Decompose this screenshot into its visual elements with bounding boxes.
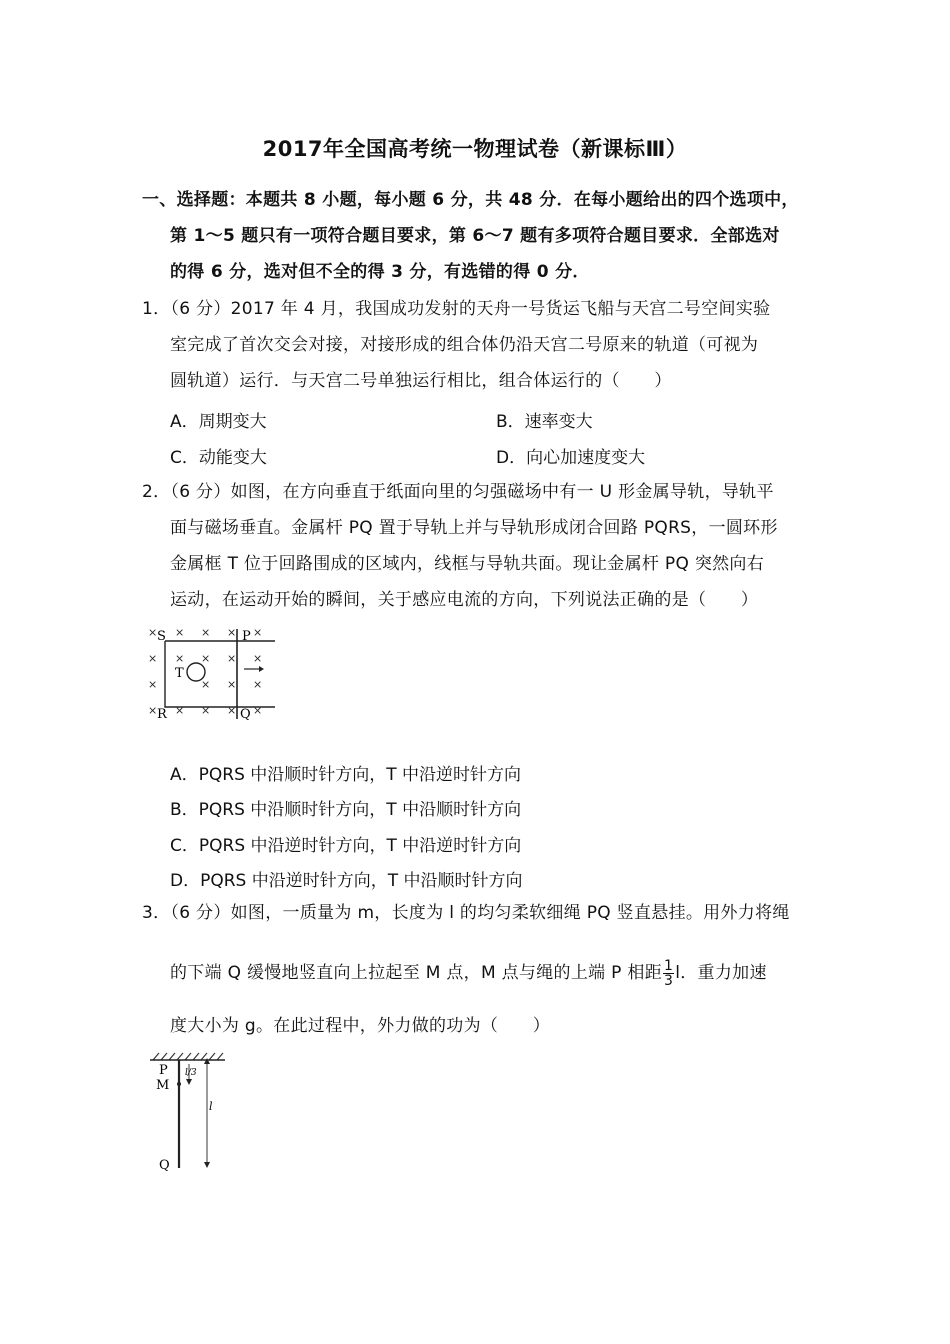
svg-text:×: × [253, 678, 263, 691]
fraction-denominator: 3 [664, 972, 674, 989]
q2-line-3: 金属框 T 位于回路围成的区域内，线框与导轨共面。现让金属杆 PQ 突然向右 [170, 554, 765, 574]
label-l: l [209, 1100, 213, 1113]
svg-text:×: × [253, 704, 263, 717]
q1-line-1: 1．（6 分）2017 年 4 月，我国成功发射的天舟一号货运飞船与天宫二号空间实验 [142, 299, 771, 319]
q2-circuit-figure [145, 624, 280, 724]
label-s: S [157, 629, 166, 644]
question-3 [142, 895, 822, 931]
q2-option-c[interactable]: C．PQRS 中沿逆时针方向，T 中沿逆时针方向 [170, 836, 522, 856]
svg-text:×: × [201, 652, 211, 665]
label-q: Q [159, 1158, 170, 1173]
svg-text:×: × [227, 678, 237, 691]
label-r: R [157, 707, 167, 722]
q2-line-1: 2．（6 分）如图，在方向垂直于纸面向里的匀强磁场中有一 U 形金属导轨，导轨平 [142, 482, 774, 502]
svg-text:×: × [148, 678, 158, 691]
q2-option-d[interactable]: D．PQRS 中沿逆时针方向，T 中沿顺时针方向 [170, 871, 523, 891]
q1-option-c[interactable]: C．动能变大 [170, 448, 267, 468]
label-third: l/3 [185, 1068, 197, 1078]
q2-option-b[interactable]: B．PQRS 中沿顺时针方向，T 中沿顺时针方向 [170, 800, 522, 820]
q1-option-b[interactable]: B．速率变大 [496, 412, 593, 432]
q3-line-3: 度大小为 g。在此过程中，外力做的功为（ ） [170, 1016, 551, 1036]
page-title: 2017年全国高考统一物理试卷（新课标Ⅲ） [262, 137, 688, 161]
q2-option-a[interactable]: A．PQRS 中沿顺时针方向，T 中沿逆时针方向 [170, 765, 522, 785]
question-2 [142, 474, 822, 618]
ring-t [187, 663, 205, 681]
label-t: T [175, 666, 184, 681]
q3-line-2-pre: 的下端 Q 缓慢地竖直向上拉起至 M 点，M 点与绳的上端 P 相距 [170, 963, 662, 983]
arrow-head [259, 666, 264, 672]
section-line-2: 第 1～5 题只有一项符合题目要求，第 6～7 题有多项符合题目要求．全部选对 [170, 226, 780, 246]
q3-line-2-post: l．重力加速 [675, 963, 767, 983]
q2-line-4: 运动，在运动开始的瞬间，关于感应电流的方向，下列说法正确的是（ ） [170, 590, 759, 610]
ceiling-hatch [153, 1053, 223, 1060]
q2-line-2: 面与磁场垂直。金属杆 PQ 置于导轨上并与导轨形成闭合回路 PQRS，一圆环形 [170, 518, 778, 538]
svg-text:×: × [148, 652, 158, 665]
point-m [177, 1082, 181, 1086]
section-instructions [142, 182, 822, 290]
q3-line-2 [170, 955, 830, 991]
section-line-1: 一、选择题：本题共 8 小题，每小题 6 分，共 48 分．在每小题给出的四个选项中， [142, 190, 799, 210]
svg-text:×: × [227, 704, 237, 717]
svg-text:×: × [227, 652, 237, 665]
svg-text:×: × [201, 678, 211, 691]
label-m: M [156, 1078, 170, 1093]
svg-text:×: × [175, 704, 185, 717]
fraction-one-third [663, 959, 674, 988]
svg-text:×: × [175, 652, 185, 665]
svg-text:×: × [201, 626, 211, 639]
section-line-3: 的得 6 分，选对但不全的得 3 分，有选错的得 0 分． [170, 262, 590, 282]
label-p: P [159, 1063, 168, 1078]
q3-rope-figure [145, 1050, 235, 1175]
svg-text:×: × [227, 626, 237, 639]
label-q: Q [240, 707, 251, 722]
q1-line-3: 圆轨道）运行．与天宫二号单独运行相比，组合体运行的（ ） [170, 371, 672, 391]
q1-option-a[interactable]: A．周期变大 [170, 412, 267, 432]
q1-option-d[interactable]: D．向心加速度变大 [496, 448, 646, 468]
svg-text:×: × [148, 704, 158, 717]
svg-text:×: × [253, 626, 263, 639]
q1-line-2: 室完成了首次交会对接，对接形成的组合体仍沿天宫二号原来的轨道（可视为 [170, 335, 759, 355]
label-p: P [242, 629, 251, 644]
question-1 [142, 291, 822, 399]
svg-text:×: × [175, 626, 185, 639]
svg-text:×: × [201, 704, 211, 717]
svg-text:×: × [148, 626, 158, 639]
svg-text:×: × [253, 652, 263, 665]
q3-line-1: 3．（6 分）如图，一质量为 m，长度为 l 的均匀柔软细绳 PQ 竖直悬挂。用外力将绳 [142, 903, 790, 923]
fraction-numerator: 1 [664, 957, 674, 974]
